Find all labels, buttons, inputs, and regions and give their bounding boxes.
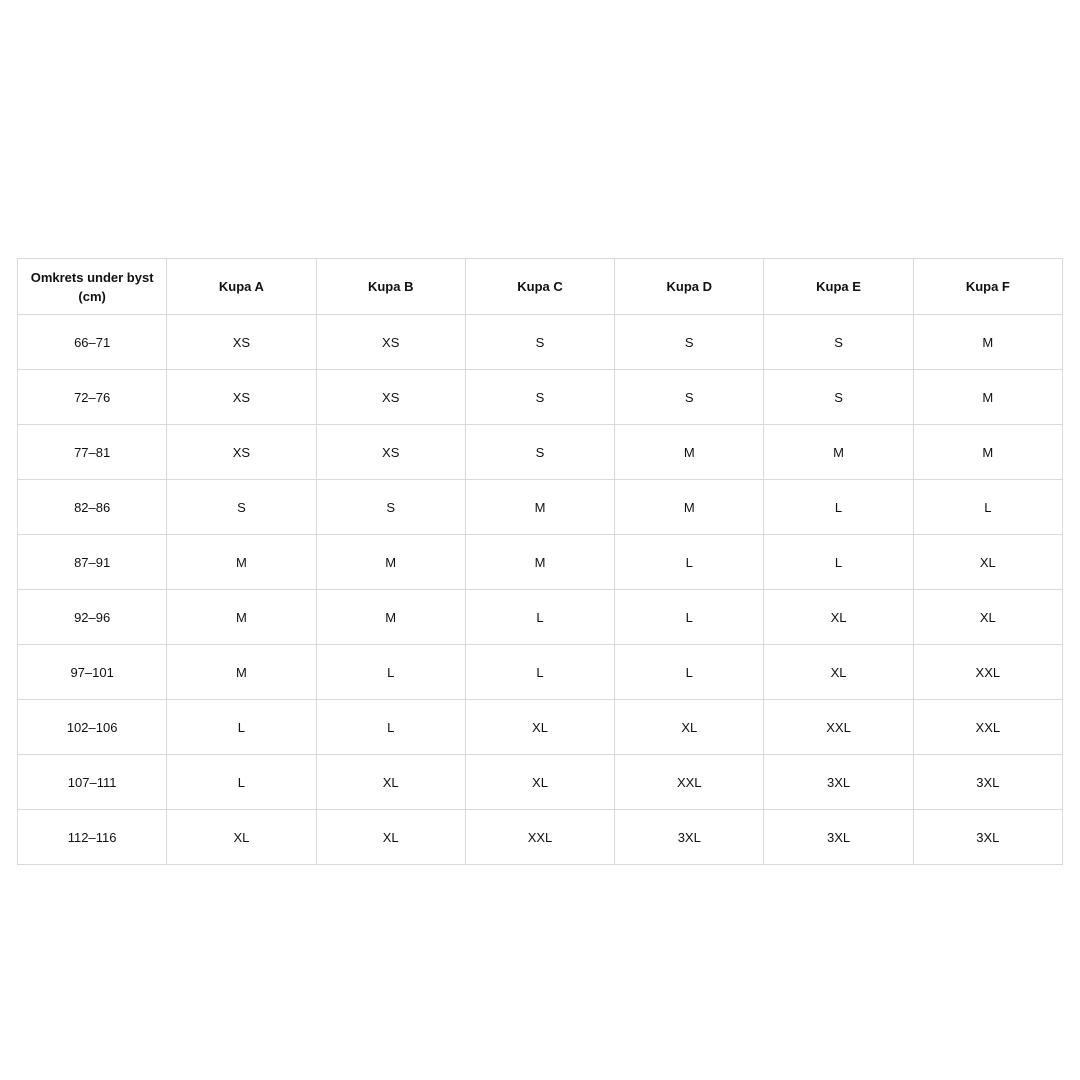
table-cell-cup-c: L xyxy=(465,645,614,700)
table-cell-underbust: 82–86 xyxy=(18,480,167,535)
table-cell-cup-d: M xyxy=(615,480,764,535)
table-cell-cup-a: XS xyxy=(167,370,316,425)
table-row xyxy=(18,810,1063,865)
table-cell-cup-f: XXL xyxy=(913,645,1062,700)
table-row xyxy=(18,590,1063,645)
table-row xyxy=(18,370,1063,425)
table-cell-cup-b: L xyxy=(316,700,465,755)
table-cell-cup-f: 3XL xyxy=(913,755,1062,810)
table-cell-cup-a: S xyxy=(167,480,316,535)
table-cell-cup-d: S xyxy=(615,315,764,370)
table-cell-cup-a: XS xyxy=(167,315,316,370)
table-cell-cup-a: M xyxy=(167,645,316,700)
table-row xyxy=(18,315,1063,370)
table-cell-underbust: 77–81 xyxy=(18,425,167,480)
table-cell-cup-e: S xyxy=(764,370,913,425)
table-cell-cup-e: S xyxy=(764,315,913,370)
table-cell-cup-c: XXL xyxy=(465,810,614,865)
table-cell-cup-b: S xyxy=(316,480,465,535)
table-cell-cup-a: M xyxy=(167,535,316,590)
table-cell-underbust: 66–71 xyxy=(18,315,167,370)
header-cell-cup-a: Kupa A xyxy=(167,259,316,315)
header-cell-cup-e: Kupa E xyxy=(764,259,913,315)
table-row xyxy=(18,755,1063,810)
table-cell-cup-c: XL xyxy=(465,700,614,755)
table-cell-cup-d: L xyxy=(615,645,764,700)
table-cell-cup-f: XL xyxy=(913,535,1062,590)
table-cell-cup-d: S xyxy=(615,370,764,425)
table-cell-cup-e: M xyxy=(764,425,913,480)
table-cell-underbust: 92–96 xyxy=(18,590,167,645)
table-row xyxy=(18,480,1063,535)
header-cell-cup-d: Kupa D xyxy=(615,259,764,315)
table-cell-underbust: 87–91 xyxy=(18,535,167,590)
header-cell-underbust: Omkrets under byst (cm) xyxy=(18,259,167,315)
table-cell-cup-e: L xyxy=(764,535,913,590)
table-cell-cup-f: M xyxy=(913,370,1062,425)
table-cell-cup-c: XL xyxy=(465,755,614,810)
header-cell-cup-c: Kupa C xyxy=(465,259,614,315)
table-cell-cup-a: XS xyxy=(167,425,316,480)
table-cell-cup-e: XXL xyxy=(764,700,913,755)
table-cell-cup-c: L xyxy=(465,590,614,645)
table-cell-cup-f: XXL xyxy=(913,700,1062,755)
table-cell-cup-b: M xyxy=(316,590,465,645)
table-cell-underbust: 72–76 xyxy=(18,370,167,425)
table-row xyxy=(18,700,1063,755)
table-cell-cup-f: M xyxy=(913,425,1062,480)
table-cell-cup-c: M xyxy=(465,480,614,535)
table-cell-cup-d: XL xyxy=(615,700,764,755)
table-cell-cup-a: M xyxy=(167,590,316,645)
table-cell-cup-b: XL xyxy=(316,810,465,865)
header-row xyxy=(18,259,1063,315)
table-cell-underbust: 112–116 xyxy=(18,810,167,865)
table-cell-cup-e: XL xyxy=(764,645,913,700)
table-cell-cup-e: 3XL xyxy=(764,755,913,810)
table-cell-cup-e: XL xyxy=(764,590,913,645)
table-cell-cup-b: M xyxy=(316,535,465,590)
table-cell-cup-a: L xyxy=(167,700,316,755)
table-cell-cup-d: 3XL xyxy=(615,810,764,865)
table-cell-cup-f: XL xyxy=(913,590,1062,645)
table-cell-cup-d: XXL xyxy=(615,755,764,810)
table-cell-cup-a: L xyxy=(167,755,316,810)
header-cell-cup-b: Kupa B xyxy=(316,259,465,315)
table-cell-cup-e: 3XL xyxy=(764,810,913,865)
table-cell-underbust: 97–101 xyxy=(18,645,167,700)
table-header xyxy=(18,259,1063,315)
table-row xyxy=(18,535,1063,590)
table-cell-underbust: 102–106 xyxy=(18,700,167,755)
table-cell-cup-e: L xyxy=(764,480,913,535)
table-cell-cup-d: L xyxy=(615,535,764,590)
table-cell-cup-b: XS xyxy=(316,315,465,370)
table-cell-cup-b: XS xyxy=(316,370,465,425)
table-cell-cup-c: S xyxy=(465,370,614,425)
table-cell-cup-f: M xyxy=(913,315,1062,370)
table-cell-cup-f: L xyxy=(913,480,1062,535)
table-cell-cup-c: M xyxy=(465,535,614,590)
table-cell-cup-b: L xyxy=(316,645,465,700)
table-cell-cup-b: XS xyxy=(316,425,465,480)
table-row xyxy=(18,645,1063,700)
header-cell-cup-f: Kupa F xyxy=(913,259,1062,315)
table-cell-cup-a: XL xyxy=(167,810,316,865)
table-row xyxy=(18,425,1063,480)
table-body xyxy=(18,315,1063,865)
table-cell-underbust: 107–111 xyxy=(18,755,167,810)
table-cell-cup-f: 3XL xyxy=(913,810,1062,865)
table-cell-cup-d: M xyxy=(615,425,764,480)
table-cell-cup-b: XL xyxy=(316,755,465,810)
table-cell-cup-c: S xyxy=(465,315,614,370)
size-chart-table xyxy=(17,258,1063,865)
table-cell-cup-c: S xyxy=(465,425,614,480)
table-cell-cup-d: L xyxy=(615,590,764,645)
